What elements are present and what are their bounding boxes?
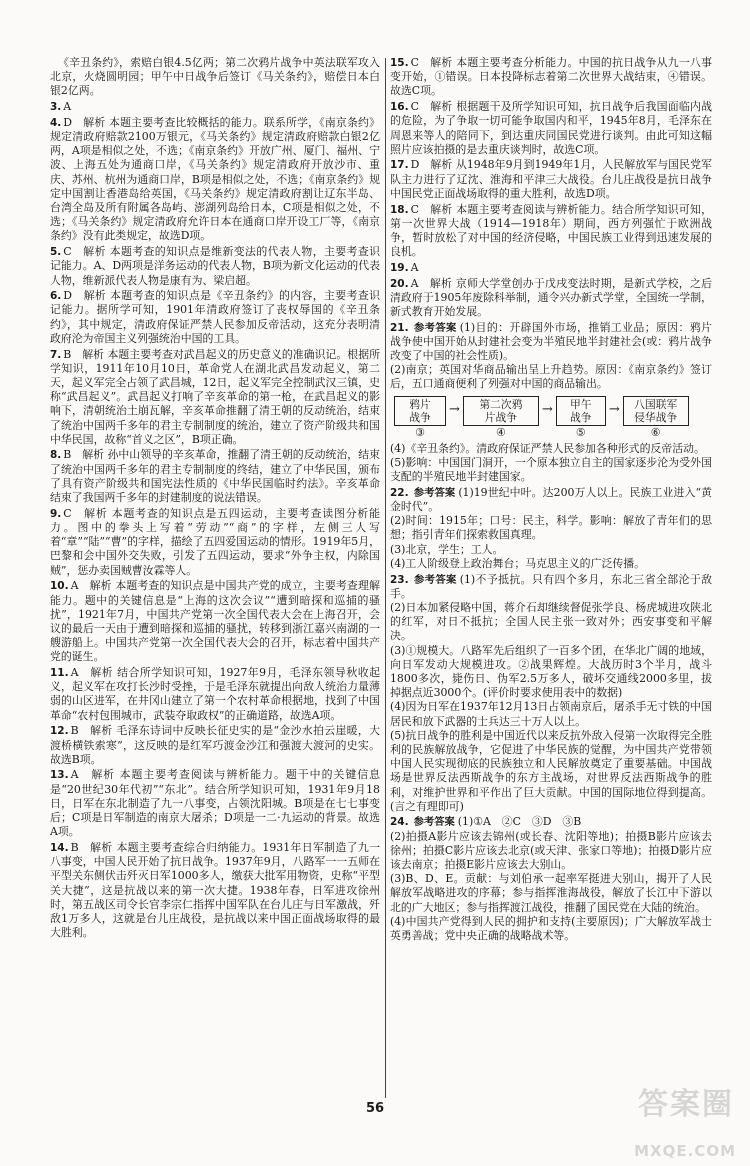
answer-item-7: 7. B 解析 本题主要考查对武昌起义的历史意义的准确识记。根据所学知识，1911年10月10日，革命党人在湖北武昌发动起义，第二天，起义军完全占领了武昌城，12日，起义军完全控制武汉三镇，史称“武昌起义”。武昌起义打响了辛亥革命的第一枪，在武昌起义的影响下，清朝统治土崩瓦解，辛亥革命推翻了清王朝的反动统治，结束了统治中国两千多年的君主专制制度的统治，建立了资产阶级共和国中华民国，故称“首义之区”，B项正确。 (50, 347, 380, 446)
answer-item-11: 11. A 解析 结合所学知识可知，1927年9月，毛泽东领导秋收起义，起义军在攻打长沙时受挫，于是毛泽东就提出向敌人统治力量薄弱的山区进军，在井冈山建立了第一个农村革命根据地，找到了中国革命“农村包围城市，武装夺取政权”的正确道路，故选A项。 (50, 666, 380, 722)
answer-text: (4)《辛丑条约》。清政府保证严禁人民参加各种形式的反帝活动。 (5)影响：中国国门洞开，一个原本独立自主的国家逐步沦为受外国支配的半殖民地半封建国家。 (390, 441, 712, 484)
flow-marker: ③ (415, 425, 425, 439)
answer-text: (1)目的：开辟国外市场，推销工业品；原因：鸦片战争使中国开始从封建社会变为半殖民地半封建社会(或：鸦片战争改变了中国的社会性质)。 (2)南京；英国对华商品输出呈上升趋势。原因：《南京条约》签订后，五口通商便利了列强对中国的商品输出。 (390, 320, 712, 391)
answer-text: A 解析 结合所学知识可知，1927年9月，毛泽东领导秋收起义，起义军在攻打长沙时受挫，于是毛泽东就提出向敌人统治力量薄弱的山区进军，在井冈山建立了第一个农村革命根据地，找到了中国革命“农村包围城市，武装夺取政权”的正确道路，故选A项。 (50, 666, 380, 722)
answer-item-24: 24. 参考答案 (1)①A ②C ③D ③B (2)拍摄A影片应该去锦州(或长春、沈阳等地)；拍摄B影片应该去徐州；拍摄C影片应该去北京(或天津、张家口等地)；拍摄D影片应该去南京；拍摄E影片应该去大别山。 (3)B、D、E。贡献：与刘伯承一起率军挺进大别山，揭开了人民解放军战略进攻的序幕；参与指挥淮海战役，解放了长江中下游以北的广大地区；参与指挥渡江战役，推翻了国民党在大陆的统治。 (4)中国共产党得到人民的拥护和支持(主要原因)；广大解放军战士英勇善战；党中央正确的战略战术等。 (390, 815, 712, 943)
answer-text: C 解析 本题考查的知识点是五四运动，主要考查读图分析能力。图中的拳头上写着“劳动”“商”的字样，左侧三人写着“章”“陆”“曹”的字样，描绘了五四爱国运动的情形。1919年5月，巴黎和会中国外交失败，引发了五四运动，要求“外争主权，内除国贼”，惩办卖国贼曹汝霖等人。 (50, 506, 380, 577)
flow-node (556, 396, 606, 439)
answer-text: D 解析 从1948年9月到1949年1月，人民解放军与国民党军队主力进行了辽沈、淮海和平津三大战役。台儿庄战役是抗日战争中国民党正面战场取得的重大胜利，故选D项。 (390, 158, 712, 200)
flow-box-jiawu-war: 甲午 战争 (556, 396, 606, 426)
answer-item-6: 6. D 解析 本题考查的知识点是《辛丑条约》的内容，主要考查识记能力。据所学可知，1901年清政府签订了丧权辱国的《辛丑条约》，其中规定，清政府保证严禁人民参加反帝活动，这充分表明清政府沦为帝国主义列强统治中国的工具。 (50, 289, 380, 345)
answer-item-4: 4. D 解析 本题主要考查比较概括的能力。联系所学，《南京条约》规定清政府赔款2100万银元，《马关条约》规定清政府赔款白银2亿两，A项是相似之处，不选；《南京条约》开放广州、厦门、福州、宁波、上海五处为通商口岸，《马关条约》规定清政府开放沙市、重庆、苏州、杭州为通商口岸，B项是相似之处，不选；《南京条约》规定中国割让香港岛给英国，《马关条约》规定清政府割让辽东半岛、台湾全岛及所有附属各岛屿、澎湖列岛给日本，C项是相似之处，不选；《马关条约》规定清政府允许日本在通商口岸开设工厂等，《南京条约》没有此类规定，故选D项。 (50, 115, 380, 243)
flow-marker: ⑥ (650, 425, 661, 439)
flow-marker: ⑤ (575, 425, 586, 439)
answer-text: B 解析 本题主要考查对武昌起义的历史意义的准确识记。根据所学知识，1911年10月10日，革命党人在湖北武昌发动起义，第二天，起义军完全占领了武昌城，12日，起义军完全控制武汉三镇，史称“武昌起义”。武昌起义打响了辛亥革命的第一枪，在武昌起义的影响下，清朝统治土崩瓦解，辛亥革命推翻了清王朝的反动统治，结束了统治中国两千多年的君主专制制度的统治，建立了资产阶级共和国中华民国，故称“首义之区”，B项正确。 (50, 347, 380, 446)
flow-box-eight-nation-war: 八国联军 侵华战争 (623, 396, 689, 426)
flow-box-opium-war: 鸦片 战争 (394, 396, 446, 426)
answer-text: A 解析 京师大学堂创办于戊戌变法时期，是新式学校，之后清政府于1905年废除科举制，通令兴办新式学堂，全国统一学制，新式教育开始发展。 (390, 276, 712, 318)
answer-text: C 解析 本题考查的知识点是维新变法的代表人物，主要考查识记能力。A、D两项是洋务运动的代表人物，B项为新文化运动的代表人物，维新派代表人物是康有为、梁启超。 (50, 245, 380, 287)
answer-text: B 解析 孙中山领导的辛亥革命，推翻了清王朝的反动统治，结束了统治中国两千多年的君主专制制度的终结，建立了中华民国，颁布了具有资产阶级共和国宪法性质的《中华民国临时约法》。辛亥革命结束了我国两千多年的封建制度的说法错误。 (50, 448, 380, 505)
right-column (390, 56, 712, 945)
answer-item-23: 23. 参考答案 (1)不予抵抗。只有四个多月，东北三省全部沦于敌手。 (2)日本加紧侵略中国，蒋介石却继续督促张学良、杨虎城进攻陕北的红军，对日不抵抗；全国人民主张一致对外；西安事变和平解决。 (3)①规模大。八路军先后组织了一百多个团，在华北广阔的地域，向日军发动大规模进攻。②战果辉煌。大战历时3个半月，战斗1800多次，毙伤日、伪军2.5万多人，破坏交通线2000多里，拔掉据点近3000个。(评价时要求使用表中的数据) (4)因为日军在1937年12月13日占领南京后，屠杀手无寸铁的中国居民和放下武器的士兵达三十万人以上。 (5)抗日战争的胜利是中国近代以来反抗外敌入侵第一次取得完全胜利的民族解放战争，它促进了中华民族的觉醒，为中国共产党带领中国人民实现彻底的民族独立和人民解放奠定了重要基础。中国战场是世界反法西斯战争的东方主战场，对世界反法西斯战争的胜利，对维护世界和平作出了巨大贡献。中国的国际地位得到提高。(言之有理即可) (390, 572, 712, 813)
answer-text: B 解析 本题主要考查综合归纳能力。1931年日军制造了九一八事变，中国人民开始了抗日战争。1937年9月，八路军一一五师在平型关东侧伏击歼灭日军1000多人，缴获大批军用物资，史称“平型关大捷”，这是抗战以来的第一次大捷。1938年春，日军进攻徐州时，第五战区司令长官李宗仁指挥中国军队在台儿庄与日军激战，歼敌1万多人，这就是台儿庄战役，是抗战以来中国正面战场取得的最大胜利。 (50, 840, 380, 940)
flow-node (394, 396, 446, 439)
answer-item-15: 15. C 解析 本题主要考查分析能力。中国的抗日战争从九一八事变开始，①错误。日本投降标志着第二次世界大战结束，④错误。故选C项。 (390, 56, 712, 98)
watermark-url: MXQE.COM (634, 1141, 736, 1160)
answer-text: 《辛丑条约》，索赔白银4.5亿两；第二次鸦片战争中英法联军攻入北京，火烧圆明园；甲午中日战争后签订《马关条约》，赔偿日本白银2亿两。 (50, 56, 380, 98)
flow-node (623, 396, 689, 439)
answer-item-3: 3. A (50, 100, 72, 114)
flow-marker: ④ (495, 425, 506, 439)
answer-text: A (63, 100, 72, 114)
answer-item-9: 9. C 解析 本题考查的知识点是五四运动，主要考查读图分析能力。图中的拳头上写着“劳动”“商”的字样，左侧三人写着“章”“陆”“曹”的字样，描绘了五四爱国运动的情形。1919年5月，巴黎和会中国外交失败，引发了五四运动，要求“外争主权，内除国贼”，惩办卖国贼曹汝霖等人。 (50, 506, 380, 577)
arrow-right-icon: → (449, 401, 460, 417)
flow-box-second-opium-war: 第二次鸦 片战争 (463, 396, 539, 426)
answer-item-22: 22. 参考答案 (1)19世纪中叶。达200万人以上。民族工业进入“黄金时代”。 (2)时间：1915年；口号：民主，科学。影响：解放了青年们的思想；指引青年们探索救国真理。 (3)北京，学生；工人。 (4)工人阶级登上政治舞台；马克思主义的广泛传播。 (390, 485, 712, 570)
answer-item-20: 20. A 解析 京师大学堂创办于戊戌变法时期，是新式学校，之后清政府于1905年废除科举制，通令兴办新式学堂，全国统一学制，新式教育开始发展。 (390, 276, 712, 318)
answer-item-2-cont (50, 56, 380, 99)
answer-item-14: 14. B 解析 本题主要考查综合归纳能力。1931年日军制造了九一八事变，中国人民开始了抗日战争。1937年9月，八路军一一五师在平型关东侧伏击歼灭日军1000多人，缴获大批军用物资，史称“平型关大捷”，这是抗战以来的第一次大捷。1938年春，日军进攻徐州时，第五战区司令长官李宗仁指挥中国军队在台儿庄与日军激战，歼敌1万多人，这就是台儿庄战役，是抗战以来中国正面战场取得的最大胜利。 (50, 840, 380, 940)
answer-text: D 解析 本题主要考查比较概括的能力。联系所学，《南京条约》规定清政府赔款2100万银元，《马关条约》规定清政府赔款白银2亿两，A项是相似之处，不选；《南京条约》开放广州、厦门、福州、宁波、上海五处为通商口岸，《马关条约》规定清政府开放沙市、重庆、苏州、杭州为通商口岸，B项是相似之处，不选；《南京条约》规定中国割让香港岛给英国，《马关条约》规定清政府割让辽东半岛、台湾全岛及所有附属各岛屿、澎湖列岛给日本，C项是相似之处，不选；《马关条约》规定清政府允许日本在通商口岸开设工厂等，《南京条约》没有此类规定，故选D项。 (50, 115, 380, 243)
arrow-right-icon: → (608, 401, 620, 417)
answer-text: (1)①A ②C ③D ③B (2)拍摄A影片应该去锦州(或长春、沈阳等地)；拍摄B影片应该去徐州；拍摄C影片应该去北京(或天津、张家口等地)；拍摄D影片应该去南京；拍摄E影片应该去大别山。 (3)B、D、E。贡献：与刘伯承一起率军挺进大别山，揭开了人民解放军战略进攻的序幕；参与指挥淮海战役，解放了长江中下游以北的广大地区；参与指挥渡江战役，推翻了国民党在大陆的统治。 (4)中国共产党得到人民的拥护和支持(主要原因)；广大解放军战士英勇善战；党中央正确的战略战术等。 (390, 815, 712, 943)
answer-item-13: 13. A 解析 本题主要考查阅读与辨析能力。题干中的关键信息是“20世纪30年代初”“东北”。结合所学知识可知，1931年9月18日，日军在东北制造了九一八事变，占领沈阳城。B项是在七七事变后；C项是日军制造的南京大屠杀；D项是一二·九运动的背景。故选A项。 (50, 768, 380, 839)
answer-item-18: 18. C 解析 本题主要考查阅读与辨析能力。结合所学知识可知，第一次世界大战（1914—1918年）期间，西方列强忙于欧洲战争，暂时放松了对中国的经济侵略，中国民族工业得到迅速发展的良机。 (390, 202, 712, 259)
answer-text: C 解析 本题主要考查阅读与辨析能力。结合所学知识可知，第一次世界大战（1914—1918年）期间，西方列强忙于欧洲战争，暂时放松了对中国的经济侵略，中国民族工业得到迅速发展的良机。 (390, 202, 712, 259)
answer-text: C 解析 本题主要考查分析能力。中国的抗日战争从九一八事变开始，①错误。日本投降标志着第二次世界大战结束，④错误。故选C项。 (390, 56, 712, 98)
answer-item-21: 21. 参考答案 (1)目的：开辟国外市场，推销工业品；原因：鸦片战争使中国开始从封建社会变为半殖民地半封建社会(或：鸦片战争改变了中国的社会性质)。 (2)南京；英国对华商品输出呈上升趋势。原因：《南京条约》签订后，五口通商便利了列强对中国的商品输出。 (390, 320, 712, 391)
answer-item-5: 5. C 解析 本题考查的知识点是维新变法的代表人物，主要考查识记能力。A、D两项是洋务运动的代表人物，B项为新文化运动的代表人物，维新派代表人物是康有为、梁启超。 (50, 245, 380, 287)
answer-item-12: 12. B 解析 毛泽东诗词中反映长征史实的是“金沙水拍云崖暖，大渡桥横铁索寒”，这反映的是红军巧渡金沙江和强渡大渡河的史实。故选B项。 (50, 724, 380, 766)
answer-item-16: 16. C 解析 根据题干及所学知识可知，抗日战争后我国面临内战的危险，为了争取一切可能争取国内和平，1945年8月，毛泽东在周恩来等人的陪同下，到达重庆同国民党进行谈判。由此可知这幅照片应该拍摄的是去重庆谈判时，故选C项。 (390, 100, 712, 156)
left-column (50, 56, 380, 942)
answer-item-19: 19. A (390, 260, 419, 274)
answer-text: B 解析 毛泽东诗词中反映长征史实的是“金沙水拍云崖暖，大渡桥横铁索寒”，这反映的是红军巧渡金沙江和强渡大渡河的史实。故选B项。 (50, 724, 380, 766)
answer-item-21-cont (390, 442, 712, 485)
answer-text: D 解析 本题考查的知识点是《辛丑条约》的内容，主要考查识记能力。据所学可知，1901年清政府签订了丧权辱国的《辛丑条约》，其中规定，清政府保证严禁人民参加反帝活动，这充分表明清政府沦为帝国主义列强统治中国的工具。 (50, 289, 380, 345)
watermark-text: 答案圈 (638, 1087, 734, 1122)
arrow-right-icon: → (541, 401, 553, 417)
column-divider (385, 58, 386, 1098)
flow-node (463, 396, 539, 439)
answer-item-17: 17. D 解析 从1948年9月到1949年1月，人民解放军与国民党军队主力进行了辽沈、淮海和平津三大战役。台儿庄战役是抗日战争中国民党正面战场取得的重大胜利，故选D项。 (390, 158, 712, 200)
answer-text: (1)19世纪中叶。达200万人以上。民族工业进入“黄金时代”。 (2)时间：1915年；口号：民主，科学。影响：解放了青年们的思想；指引青年们探索救国真理。 (3)北京，学生；工人。 (4)工人阶级登上政治舞台；马克思主义的广泛传播。 (390, 485, 712, 570)
answer-item-8: 8. B 解析 孙中山领导的辛亥革命，推翻了清王朝的反动统治，结束了统治中国两千多年的君主专制制度的终结，建立了中华民国，颁布了具有资产阶级共和国宪法性质的《中华民国临时约法》。辛亥革命结束了我国两千多年的封建制度的说法错误。 (50, 448, 380, 505)
answer-text: A 解析 本题主要考查阅读与辨析能力。题干中的关键信息是“20世纪30年代初”“东北”。结合所学知识可知，1931年9月18日，日军在东北制造了九一八事变，占领沈阳城。B项是在七七事变后；C项是日军制造的南京大屠杀；D项是一二·九运动的背景。故选A项。 (50, 768, 380, 839)
answer-text: C 解析 根据题干及所学知识可知，抗日战争后我国面临内战的危险，为了争取一切可能争取国内和平，1945年8月，毛泽东在周恩来等人的陪同下，到达重庆同国民党进行谈判。由此可知这幅照片应该拍摄的是去重庆谈判时，故选C项。 (390, 100, 712, 156)
answer-item-10: 10. A 解析 本题考查的知识点是中国共产党的成立，主要考查理解能力。题中的关键信息是“上海的这次会议”“遭到暗探和巡捕的骚扰”，1921年7月，中国共产党第一次全国代表大会在上海召开，会议的最后一天由于遭到暗探和巡捕的骚扰，转移到浙江嘉兴南湖的一艘游船上。中国共产党第一次全国代表大会的召开，标志着中国共产党的诞生。 (50, 579, 380, 664)
answer-text: A (410, 260, 419, 274)
page-number: 56 (366, 1101, 385, 1116)
answer-text: A 解析 本题考查的知识点是中国共产党的成立，主要考查理解能力。题中的关键信息是“上海的这次会议”“遭到暗探和巡捕的骚扰”，1921年7月，中国共产党第一次全国代表大会在上海召开，会议的最后一天由于遭到暗探和巡捕的骚扰，转移到浙江嘉兴南湖的一艘游船上。中国共产党第一次全国代表大会的召开，标志着中国共产党的诞生。 (50, 579, 380, 664)
watermark-logo (592, 1087, 742, 1160)
answer-text: (1)不予抵抗。只有四个多月，东北三省全部沦于敌手。 (2)日本加紧侵略中国，蒋介石却继续督促张学良、杨虎城进攻陕北的红军，对日不抵抗；全国人民主张一致对外；西安事变和平解决。 (3)①规模大。八路军先后组织了一百多个团，在华北广阔的地域，向日军发动大规模进攻。②战果辉煌。大战历时3个半月，战斗1800多次，毙伤日、伪军2.5万多人，破坏交通线2000多里，拔掉据点近3000个。(评价时要求使用表中的数据) (4)因为日军在1937年12月13日占领南京后，屠杀手无寸铁的中国居民和放下武器的士兵达三十万人以上。 (5)抗日战争的胜利是中国近代以来反抗外敌入侵第一次取得完全胜利的民族解放战争，它促进了中华民族的觉醒，为中国共产党带领中国人民实现彻底的民族独立和人民解放奠定了重要基础。中国战场是世界反法西斯战争的东方主战场，对世界反法西斯战争的胜利，对维护世界和平作出了巨大贡献。中国的国际地位得到提高。(言之有理即可) (390, 572, 712, 813)
war-flowchart (394, 396, 712, 439)
